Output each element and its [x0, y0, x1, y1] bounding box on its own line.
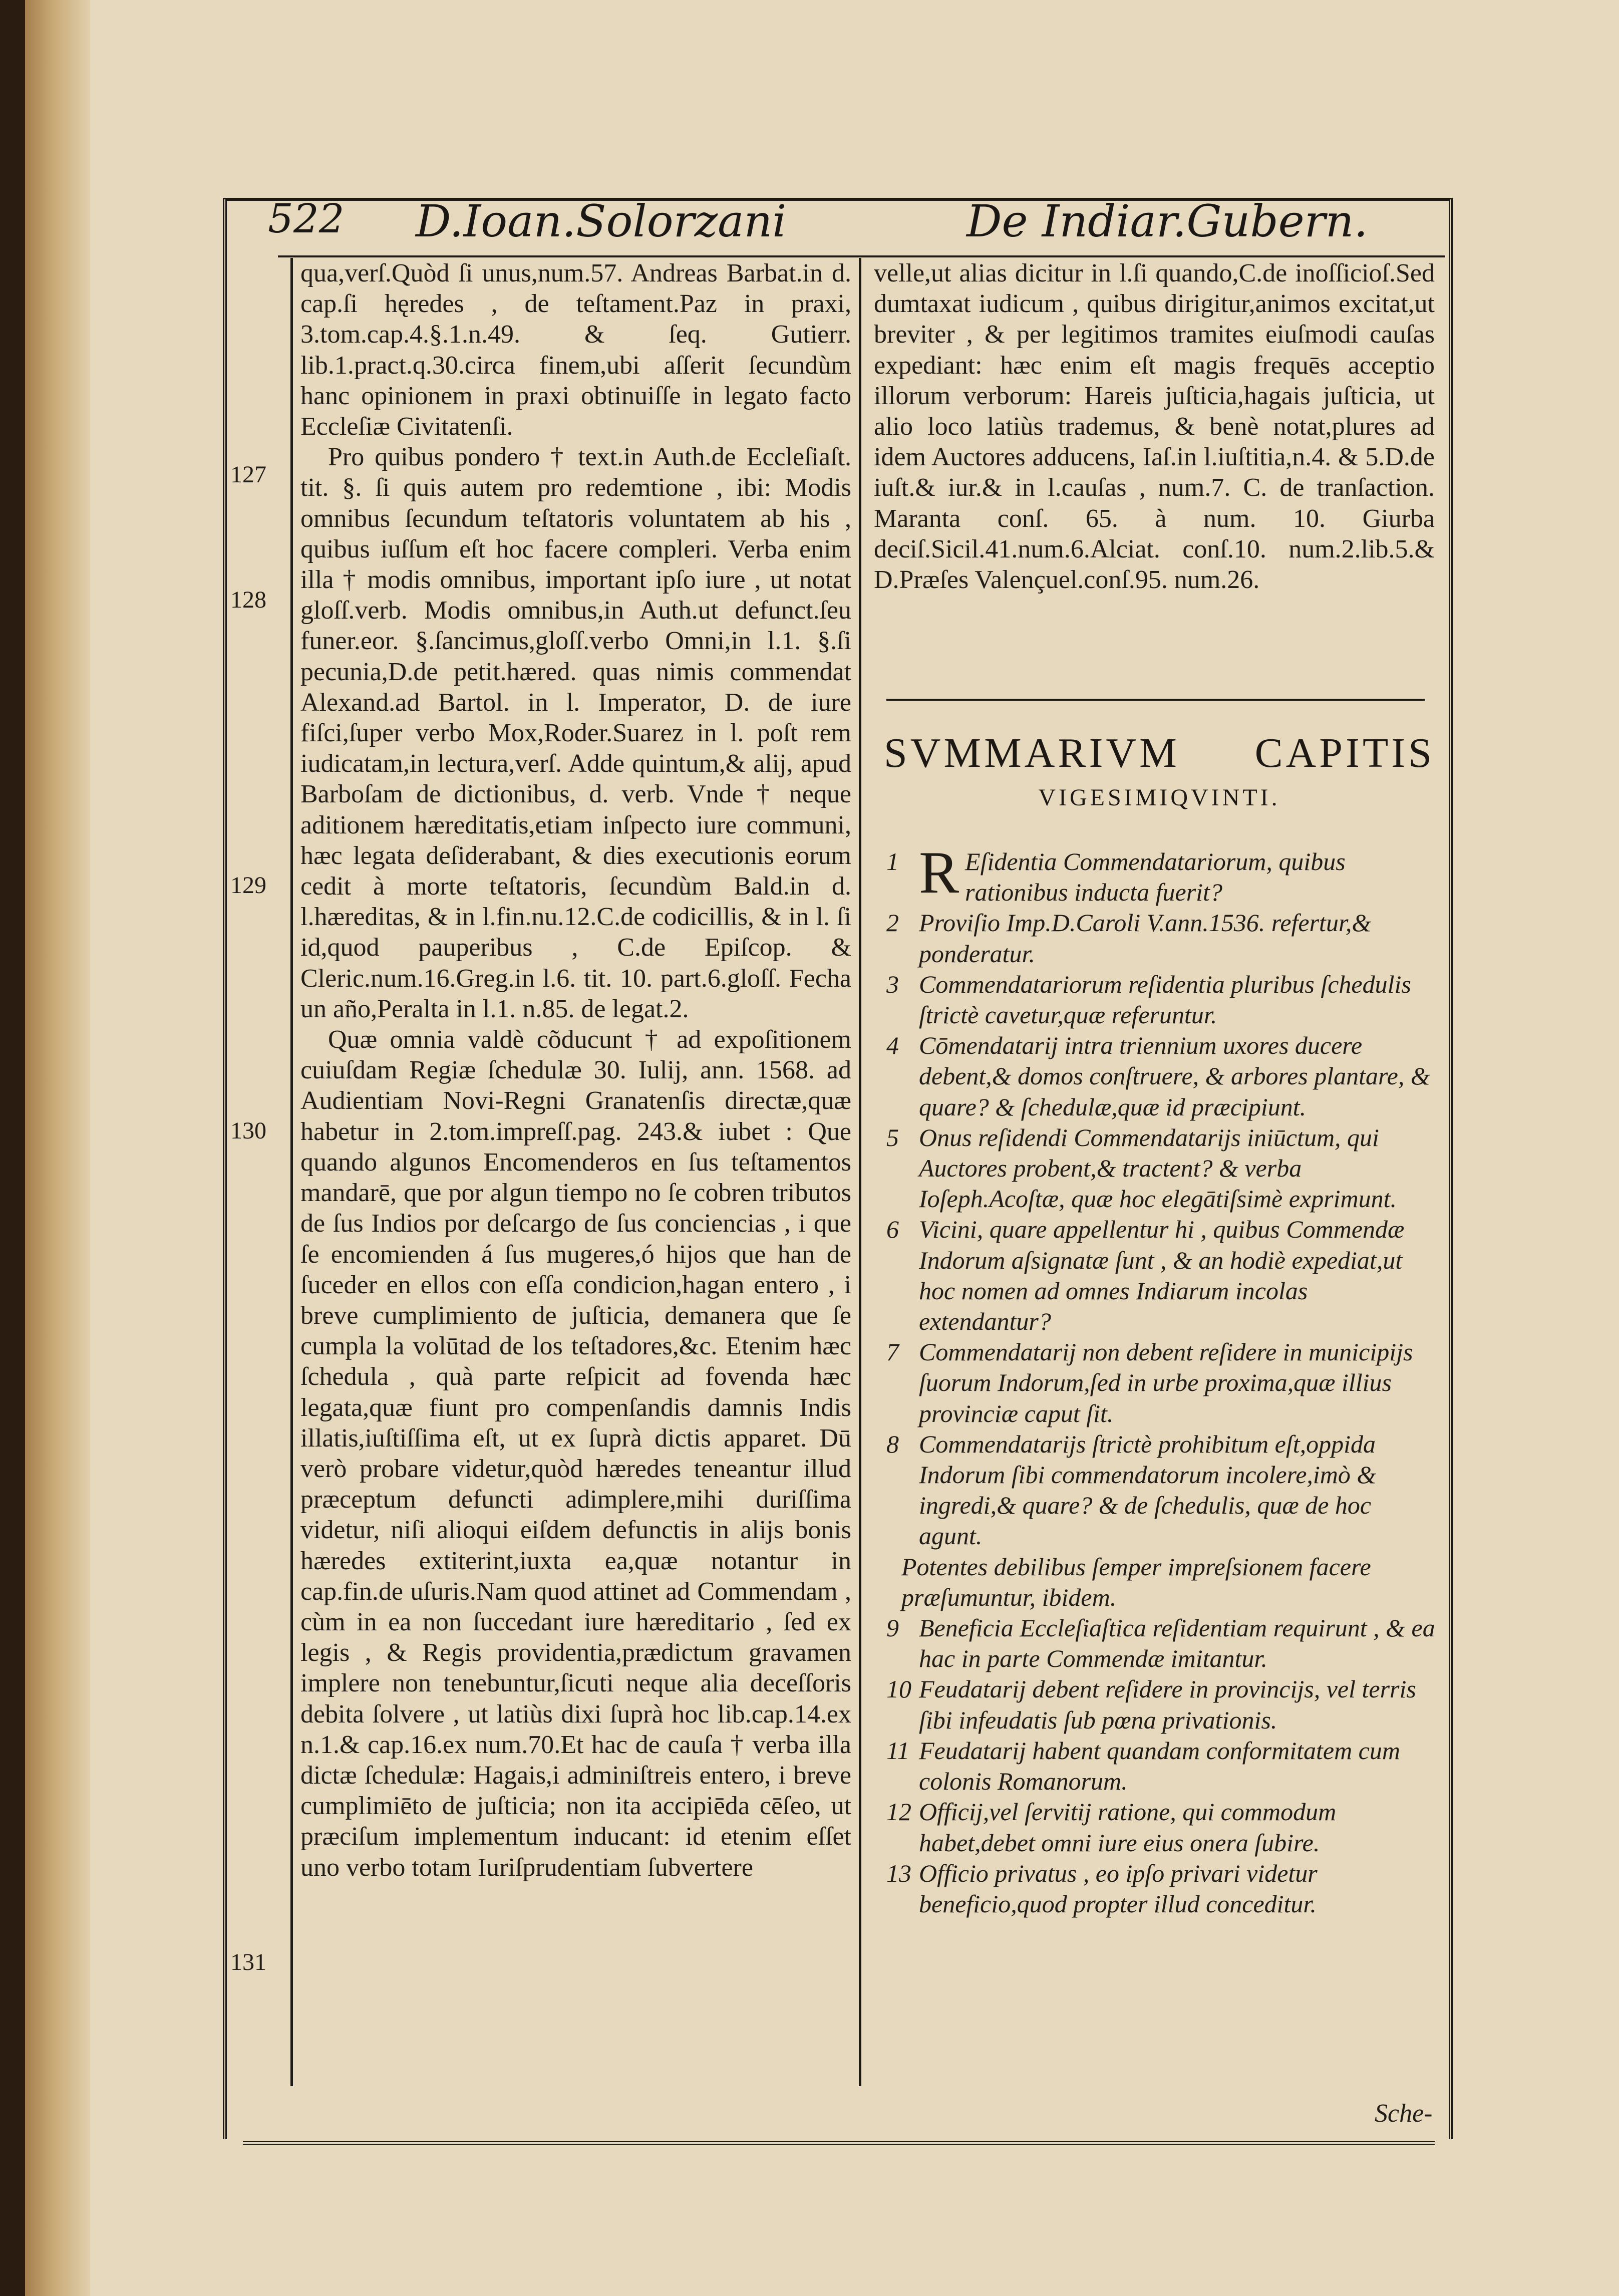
summary-item-number: 11	[886, 1736, 910, 1765]
bottom-rule	[243, 2141, 1435, 2145]
paragraph: Pro quibus pondero † text.in Auth.de Eccleſiaſt. tit. §. ſi quis autem pro redemtione , ibi: Modis omnibus ſecundum teſtatoris voluntatem ab his , quibus iuſſum eſt hoc facere compleri. Verba enim illa † modis omnibus, important ipſo iure , ut notat gloſſ.verb. Modis omnibus,in Auth.ut defunct.ſeu funer.eor. §.ſancimus,gloſſ.verbo Omni,in l.1. §.ſi pecunia,D.de petit.hæred. quas nimis commendat Alexand.ad Bartol. in l. Imperator, D. de iure fiſci,ſuper verbo Mox,Roder.Suarez in l. poſt rem iudicatam,in lectura,verſ. Adde quintum,& alij, apud Barboſam de dictionibus, d. verb. Vnde † neque aditionem hæreditatis,etiam inſpecto iure communi, hæc legata deſiderabant, & dies executionis eorum cedit à morte teſtatoris, ſecundùm Bald.in d. l.hæreditas, & in l.fin.nu.12.C.de codicillis, & in l. ſi id,quod pauperibus , C.de Epiſcop. & Cleric.num.16.Greg.in l.6. tit. 10. part.6.gloſſ. Fecha un año,Peralta in l.1. n.85. de legat.2.	[300, 443, 851, 1023]
summary-item	[886, 908, 1437, 969]
running-head-title: De Indiar.Gubern.	[966, 195, 1368, 247]
binding-gutter	[25, 0, 90, 2296]
summary-item-text: Proviſio Imp.D.Caroli V.ann.1536. refertur,& ponderatur.	[919, 909, 1372, 968]
summary-list	[886, 839, 1437, 1919]
summary-item-number: 5	[886, 1123, 899, 1152]
summary-item-number: 9	[886, 1614, 899, 1642]
summary-item	[886, 1736, 1437, 1797]
paragraph: Quæ omnia valdè cõducunt † ad expoſitionem cuiuſdam Regiæ ſchedulæ 30. Iulij, ann. 1568. ad Audientiam Novi-Regni Granatenſis directæ,quæ habetur in 2.tom.impreſſ.pag. 243.& iubet : Que quando algunos Encomenderos en ſus teſtamentos mandarē, que por algun tiempo no ſe cobren tributos de ſus Indios por deſcargo de ſus conciencias , i que ſe encomienden á ſus mugeres,ó hijos que han de ſuceder en ellos con eſſa condicion,hagan entero , i breve cumplimiento de juſticia, demanera que ſe cumpla la volūtad de los teſtadores,&c. Etenim hæc ſchedula , quà parte reſpicit ad fovenda hæc legata,quæ fiunt pro compenſandis damnis Indis illatis,iuſtiſſima eſt, ut ex ſuprà dictis apparet. Dū verò probare videtur,quòd hæredes teneantur illud præceptum defuncti adimplere,mihi duriſſima videtur, niſi alioqui eiſdem defunctis in alijs bonis hæredes extiterint,iuxta ea,quæ notantur in cap.fin.de uſuris.Nam quod attinet ad Commendam , cùm in ea non ſuccedant iure hæreditario , ſed ex legis , & Regis providentia,prædictum gravamen implere non tenebuntur,ſicuti neque alia deceſſoris debita ſolvere , ut latiùs dixi ſuprà hoc lib.cap.14.ex n.1.& cap.16.ex num.70.Et hac de cauſa † verba illa dictæ ſchedulæ: Hagais,i adminiſtreis entero, i breve cumplimiēto de juſticia; non ita accipiēda cēſeo, ut præciſum implementum inducant: id etenim eſſet uno verbo totam Iuriſprudentiam ſubvertere	[300, 1025, 851, 1882]
margin-number: 131	[230, 1949, 266, 1975]
section-rule	[886, 699, 1425, 701]
summary-item	[886, 1858, 1437, 1919]
summary-item	[886, 1797, 1437, 1858]
summary-item-number: 4	[886, 1031, 899, 1060]
summary-title: SVMMARIVM CAPITIS	[884, 730, 1435, 776]
left-text-column	[300, 258, 851, 1883]
summary-item	[886, 1337, 1437, 1429]
margin-number: 127	[230, 461, 266, 488]
page-number: 522	[268, 195, 345, 242]
summary-item-text: Officij,vel ſervitij ratione, qui commodum habet,debet omni iure eius onera ſubire.	[919, 1798, 1337, 1857]
summary-item-text: Officio privatus , eo ipſo privari videtur beneficio,quod propter illud conceditur.	[919, 1859, 1318, 1918]
drop-capital: R	[919, 839, 959, 906]
summary-item-text: Beneficia Eccleſiaſtica reſidentiam requirunt , & ea hac in parte Commendæ imitantur.	[919, 1614, 1435, 1673]
summary-item-number: 6	[886, 1215, 899, 1244]
left-column-rule	[290, 258, 293, 2086]
summary-item-number: 3	[886, 970, 899, 998]
summary-item	[886, 839, 1437, 908]
paragraph: qua,verſ.Quòd ſi unus,num.57. Andreas Barbat.in d. cap.ſi hęredes , de teſtament.Paz in praxi, 3.tom.cap.4.§.1.n.49. & ſeq. Gutierr. lib.1.pract.q.30.circa finem,ubi aſſerit ſecundùm hanc opinionem in praxi obtinuiſſe in legato facto Eccleſiæ Civitatenſi.	[300, 259, 851, 441]
summary-item-number: 1	[886, 847, 899, 876]
summary-item-text: Vicini, quare appellentur hi , quibus Commendæ Indorum aſsignatæ ſunt , & an hodiè expediat,ut hoc nomen ad omnes Indiarum incolas extendantur?	[919, 1215, 1405, 1336]
summary-item-text: Cōmendatarij intra triennium uxores ducere debent,& domos conſtruere, & arbores plantare, & quare? & ſchedulæ,quæ id præcipiunt.	[919, 1031, 1430, 1121]
margin-number: 130	[230, 1117, 266, 1144]
summary-item	[886, 1030, 1437, 1122]
summary-item	[886, 1429, 1437, 1552]
summary-item-text: Feudatarij habent quandam conformitatem cum colonis Romanorum.	[919, 1736, 1400, 1796]
summary-item-number: 7	[886, 1338, 899, 1366]
running-head-author: D.Ioan.Solorzani	[416, 195, 787, 247]
summary-item-text: Feudatarij debent reſidere in provincijs, vel terris ſibi infeudatis ſub pœna privationis.	[919, 1675, 1416, 1734]
summary-item-text: Commendatariorum reſidentia pluribus ſchedulis ſtrictè cavetur,quæ referuntur.	[919, 970, 1411, 1029]
summary-item-text: Onus reſidendi Commendatarijs iniūctum, qui Auctores probent,& tractent? & verba Ioſeph.Acoſtæ, quæ hoc elegātiſsimè exprimunt.	[919, 1123, 1397, 1213]
right-text-column: velle,ut alias dicitur in l.ſi quando,C.de inoſſicioſ.Sed dumtaxat iudicum , quibus dirigitur,animos excitat,ut breviter , & per legitimos tramites eiuſmodi cauſas expediant: hæc enim eſt magis frequēs acceptio illorum verborum: Hareis juſticia,hagais juſticia, ut alio loco latiùs trademus, & benè notat,plures ad idem Auctores adducens, Iaſ.in l.iuſtitia,n.4. & 5.D.de iuſt.& iur.& in l.cauſas , num.7. C. de tranſaction. Maranta conſ. 65. à num. 10. Giurba deciſ.Sicil.41.num.6.Alciat. conſ.10. num.2.lib.5.& D.Præſes Valençuel.conſ.95. num.26.	[874, 259, 1435, 595]
summary-item-text: Commendatarijs ſtrictè prohibitum eſt,oppida Indorum ſibi commendatorum incolere,imò & ingredi,& quare? & de ſchedulis, quæ de hoc agunt.	[919, 1429, 1377, 1550]
column-divider	[859, 258, 861, 2086]
summary-item-text: Potentes debilibus ſemper impreſsionem facere præſumuntur, ibidem.	[901, 1552, 1371, 1611]
summary-item	[886, 1122, 1437, 1215]
summary-item	[886, 1214, 1437, 1337]
catchword: Sche-	[1375, 2099, 1433, 2128]
margin-number: 129	[230, 872, 266, 899]
header-rule	[278, 255, 1445, 257]
summary-item-text: Commendatarij non debent reſidere in municipijs ſuorum Indorum,ſed in urbe proxima,quæ illius provinciæ caput ſit.	[919, 1338, 1413, 1427]
summary-item-number: 12	[886, 1798, 911, 1826]
summary-item	[886, 969, 1437, 1030]
summary-item-number: 10	[886, 1675, 911, 1703]
summary-subitem	[886, 1552, 1437, 1613]
summary-item	[886, 1613, 1437, 1674]
summary-item-number: 13	[886, 1859, 911, 1887]
summary-item-number: 8	[886, 1429, 899, 1458]
summary-item-text: Eſidentia Commendatariorum, quibus rationibus inducta fuerit?	[965, 847, 1346, 907]
summary-item-number: 2	[886, 909, 899, 937]
summary-subtitle: VIGESIMIQVINTI.	[1038, 784, 1280, 811]
summary-item	[886, 1674, 1437, 1735]
margin-number: 128	[230, 587, 266, 613]
